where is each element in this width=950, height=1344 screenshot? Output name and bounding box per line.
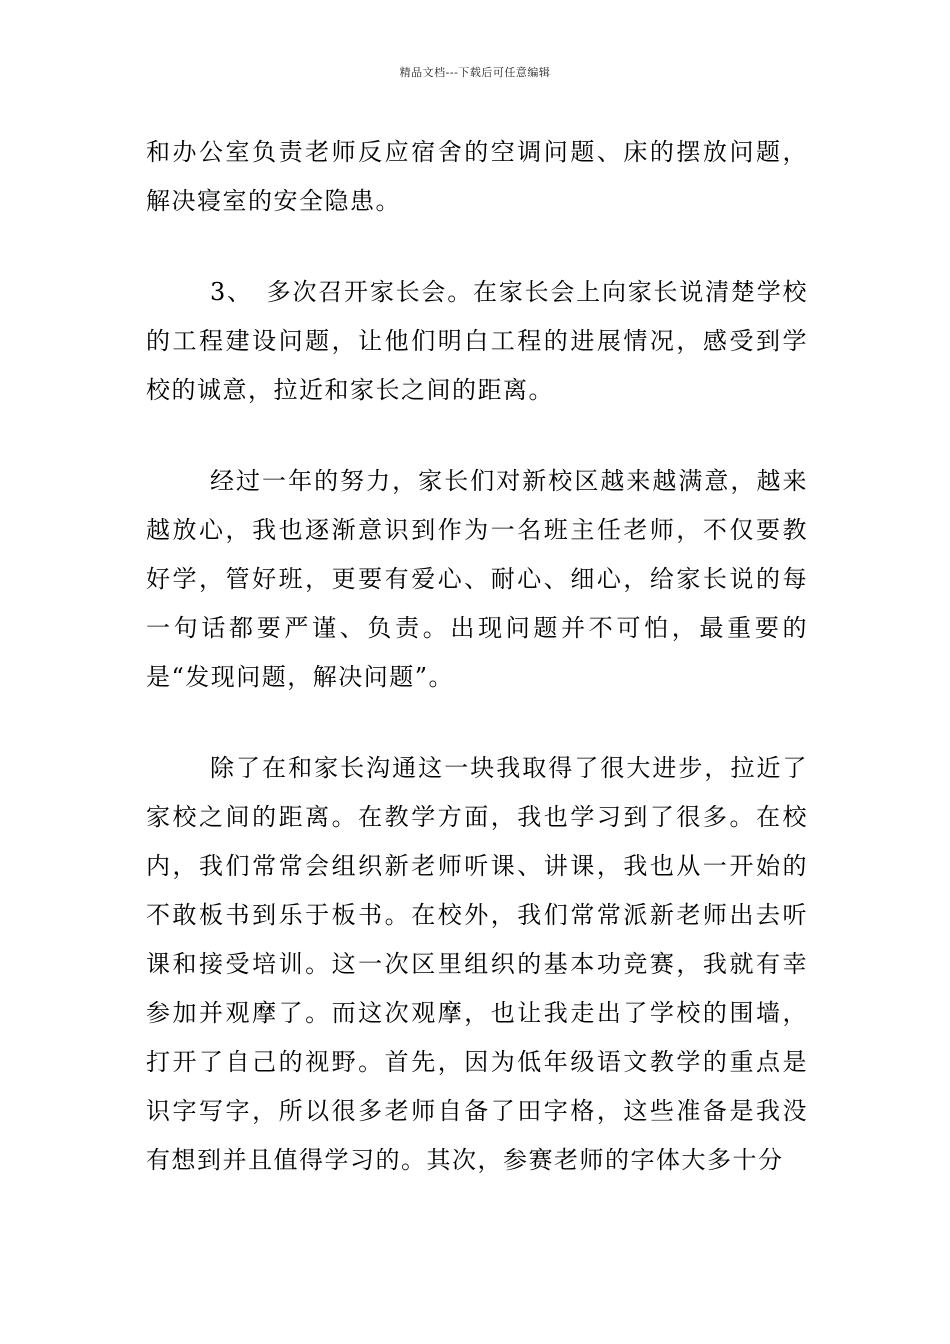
paragraph-gap xyxy=(146,702,808,744)
page-header: 精品文档---下载后可任意编辑 xyxy=(399,66,551,79)
paragraph-2: 3、 多次召开家长会。在家长会上向家长说清楚学校的工程建设问题，让他们明白工程的进展情况，感受到学校的诚意，拉近和家长之间的距离。 xyxy=(146,278,808,404)
paragraph-gap xyxy=(146,226,808,268)
paragraph-4: 除了在和家长沟通这一块我取得了很大进步，拉近了家校之间的距离。在教学方面，我也学习到了很多。在校内，我们常常会组织新老师听课、讲课，我也从一开始的不敢板书到乐于板书。在校外，我们常常派新老师出去听课和接受培训。这一次区里组织的基本功竞赛，我就有幸参加并观摩了。而这次观摩，也让我走出了学校的围墙，打开了自己的视野。首先，因为低年级语文教学的重点是识字写字，所以很多老师自备了田字格，这些准备是我没有想到并且值得学习的。其次，参赛老师的字体大多十分 xyxy=(146,754,808,1174)
paragraph-3: 经过一年的努力，家长们对新校区越来越满意，越来越放心，我也逐渐意识到作为一名班主任老师，不仅要教好学，管好班，更要有爱心、耐心、细心，给家长说的每一句话都要严谨、负责。出现问题并不可怕，最重要的是“发现问题，解决问题”。 xyxy=(146,467,808,691)
paragraph-1: 和办公室负责老师反应宿舍的空调问题、床的摆放问题，解决寝室的安全隐患。 xyxy=(146,138,808,215)
document-body xyxy=(146,128,808,1185)
paragraph-gap xyxy=(146,415,808,457)
